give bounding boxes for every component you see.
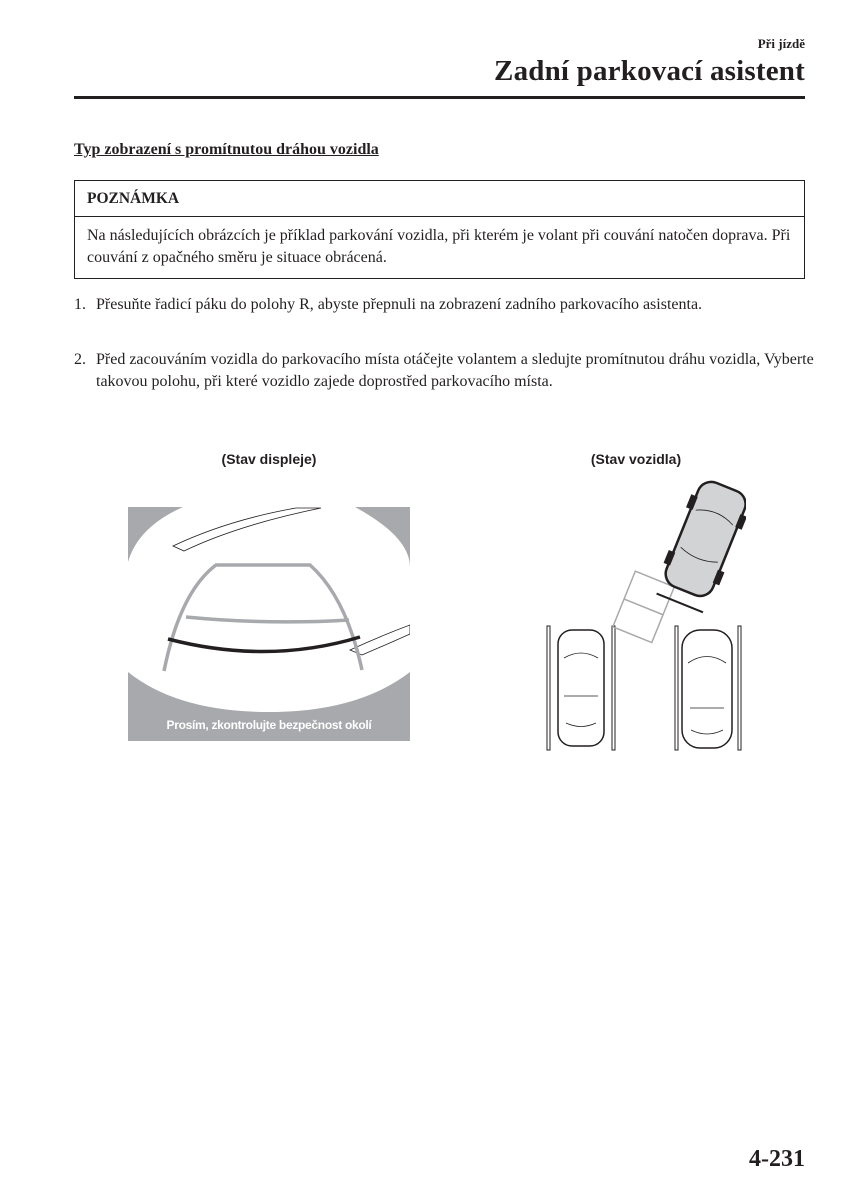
vehicle-parking-illustration [536, 478, 746, 758]
step-text: Přesuňte řadicí páku do polohy R, abyste přepnuli na zobrazení zadního parkovacího asistenta. [96, 296, 703, 313]
step-2 [74, 349, 814, 393]
subheading: Typ zobrazení s promítnutou dráhou vozidla [74, 141, 379, 158]
safety-message: Prosím, zkontrolujte bezpečnost okolí [166, 718, 372, 732]
parked-car-left [558, 630, 604, 746]
display-caption: (Stav displeje) [221, 451, 317, 467]
step-number: 1. [74, 296, 86, 313]
camera-display-illustration [128, 507, 410, 741]
step-text: Před zacouváním vozidla do parkovacího místa otáčejte volantem a sledujte promítnutou dráhu vozidla, Vyberte takovou polohu, při které vozidlo zajede doprostřed parkovacího místa. [96, 351, 814, 390]
note-label: POZNÁMKA [75, 181, 804, 217]
step-number: 2. [74, 351, 86, 368]
note-text: Na následujících obrázcích je příklad parkování vozidla, při kterém je volant při couvání natočen doprava. Při couvání z opačného směru je situace obrácená. [87, 227, 791, 266]
page-number: 4-231 [749, 1146, 805, 1172]
page-title: Zadní parkovací asistent [494, 55, 805, 87]
reversing-car [652, 478, 746, 614]
projected-path [613, 571, 674, 642]
title-rule [74, 96, 805, 99]
section-label: Při jízdě [757, 36, 805, 51]
vehicle-caption: (Stav vozidla) [590, 451, 682, 467]
parked-car-right [682, 630, 732, 748]
note-box [74, 180, 805, 279]
step-1 [74, 294, 814, 316]
